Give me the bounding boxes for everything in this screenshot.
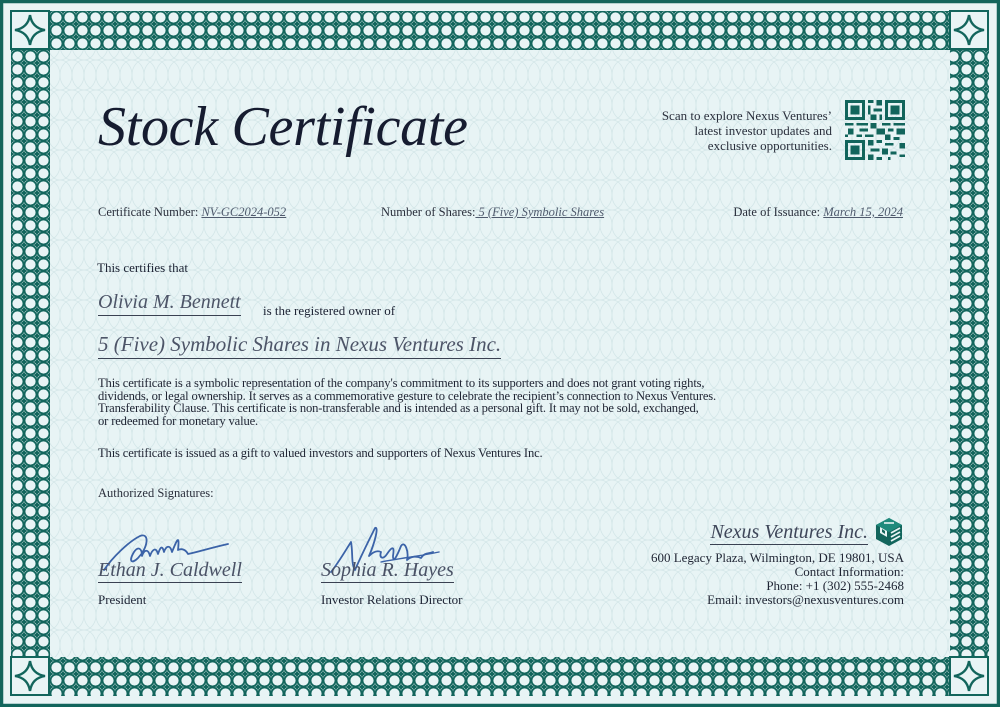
company-address: 600 Legacy Plaza, Wilmington, DE 19801, USA (650, 550, 904, 565)
certificate-number-value: NV-GC2024-052 (201, 205, 287, 219)
company-contact (651, 551, 904, 607)
signatory-name: Ethan J. Caldwell (98, 559, 242, 581)
certifies-text: This certifies that (97, 260, 188, 275)
qr-prompt-line: exclusive opportunities. (707, 138, 832, 153)
date-of-issuance-value: March 15, 2024 (823, 205, 903, 219)
company-email: Email: investors@nexusventures.com (707, 592, 904, 607)
authorized-signatures-label: Authorized Signatures: (98, 486, 214, 500)
terms-line: dividends, or legal ownership. It serves as a commemorative gesture to celebrate the recipient’s connection to Nexus Ventures. (98, 388, 717, 403)
date-of-issuance (733, 205, 903, 220)
shares-statement: 5 (Five) Symbolic Shares in Nexus Ventures Inc. (98, 332, 501, 359)
qr-prompt-line: latest investor updates and (694, 123, 832, 138)
company-phone: Phone: +1 (302) 555-2468 (766, 578, 904, 593)
certificate-number-label: Certificate Number: (98, 205, 199, 219)
qr-prompt (662, 108, 832, 153)
number-of-shares-label: Number of Shares: (381, 205, 476, 219)
terms-line: This certificate is a symbolic representation of the company's commitment to its supporters and does not grant voting rights, (98, 376, 705, 390)
signatory-role: Investor Relations Director (321, 592, 463, 607)
terms-paragraph (98, 377, 838, 427)
signatory-name: Sophia R. Hayes (321, 559, 454, 581)
qr-prompt-line: Scan to explore Nexus Ventures’ (661, 108, 832, 123)
owner-suffix: is the registered owner of (263, 303, 396, 318)
signatory-role: President (98, 592, 147, 607)
qr-code-icon[interactable] (845, 100, 905, 160)
gift-statement: This certificate is issued as a gift to valued investors and supporters of Nexus Ventures Inc. (98, 446, 543, 460)
certificate-title: Stock Certificate (98, 96, 468, 158)
number-of-shares-value: 5 (Five) Symbolic Shares (475, 205, 605, 219)
certificate-number (98, 205, 286, 220)
company-name: Nexus Ventures Inc. (710, 521, 868, 543)
number-of-shares (381, 205, 604, 220)
terms-line: Transferability Clause. This certificate is non-transferable and is intended as a personal gift. It may not be sold, exchanged, (98, 401, 699, 416)
owner-name: Olivia M. Bennett (98, 290, 241, 316)
nexus-logo-icon (874, 517, 904, 547)
date-of-issuance-label: Date of Issuance: (733, 205, 821, 219)
terms-line: or redeemed for monetary value. (98, 413, 259, 428)
contact-label: Contact Information: (794, 564, 904, 579)
